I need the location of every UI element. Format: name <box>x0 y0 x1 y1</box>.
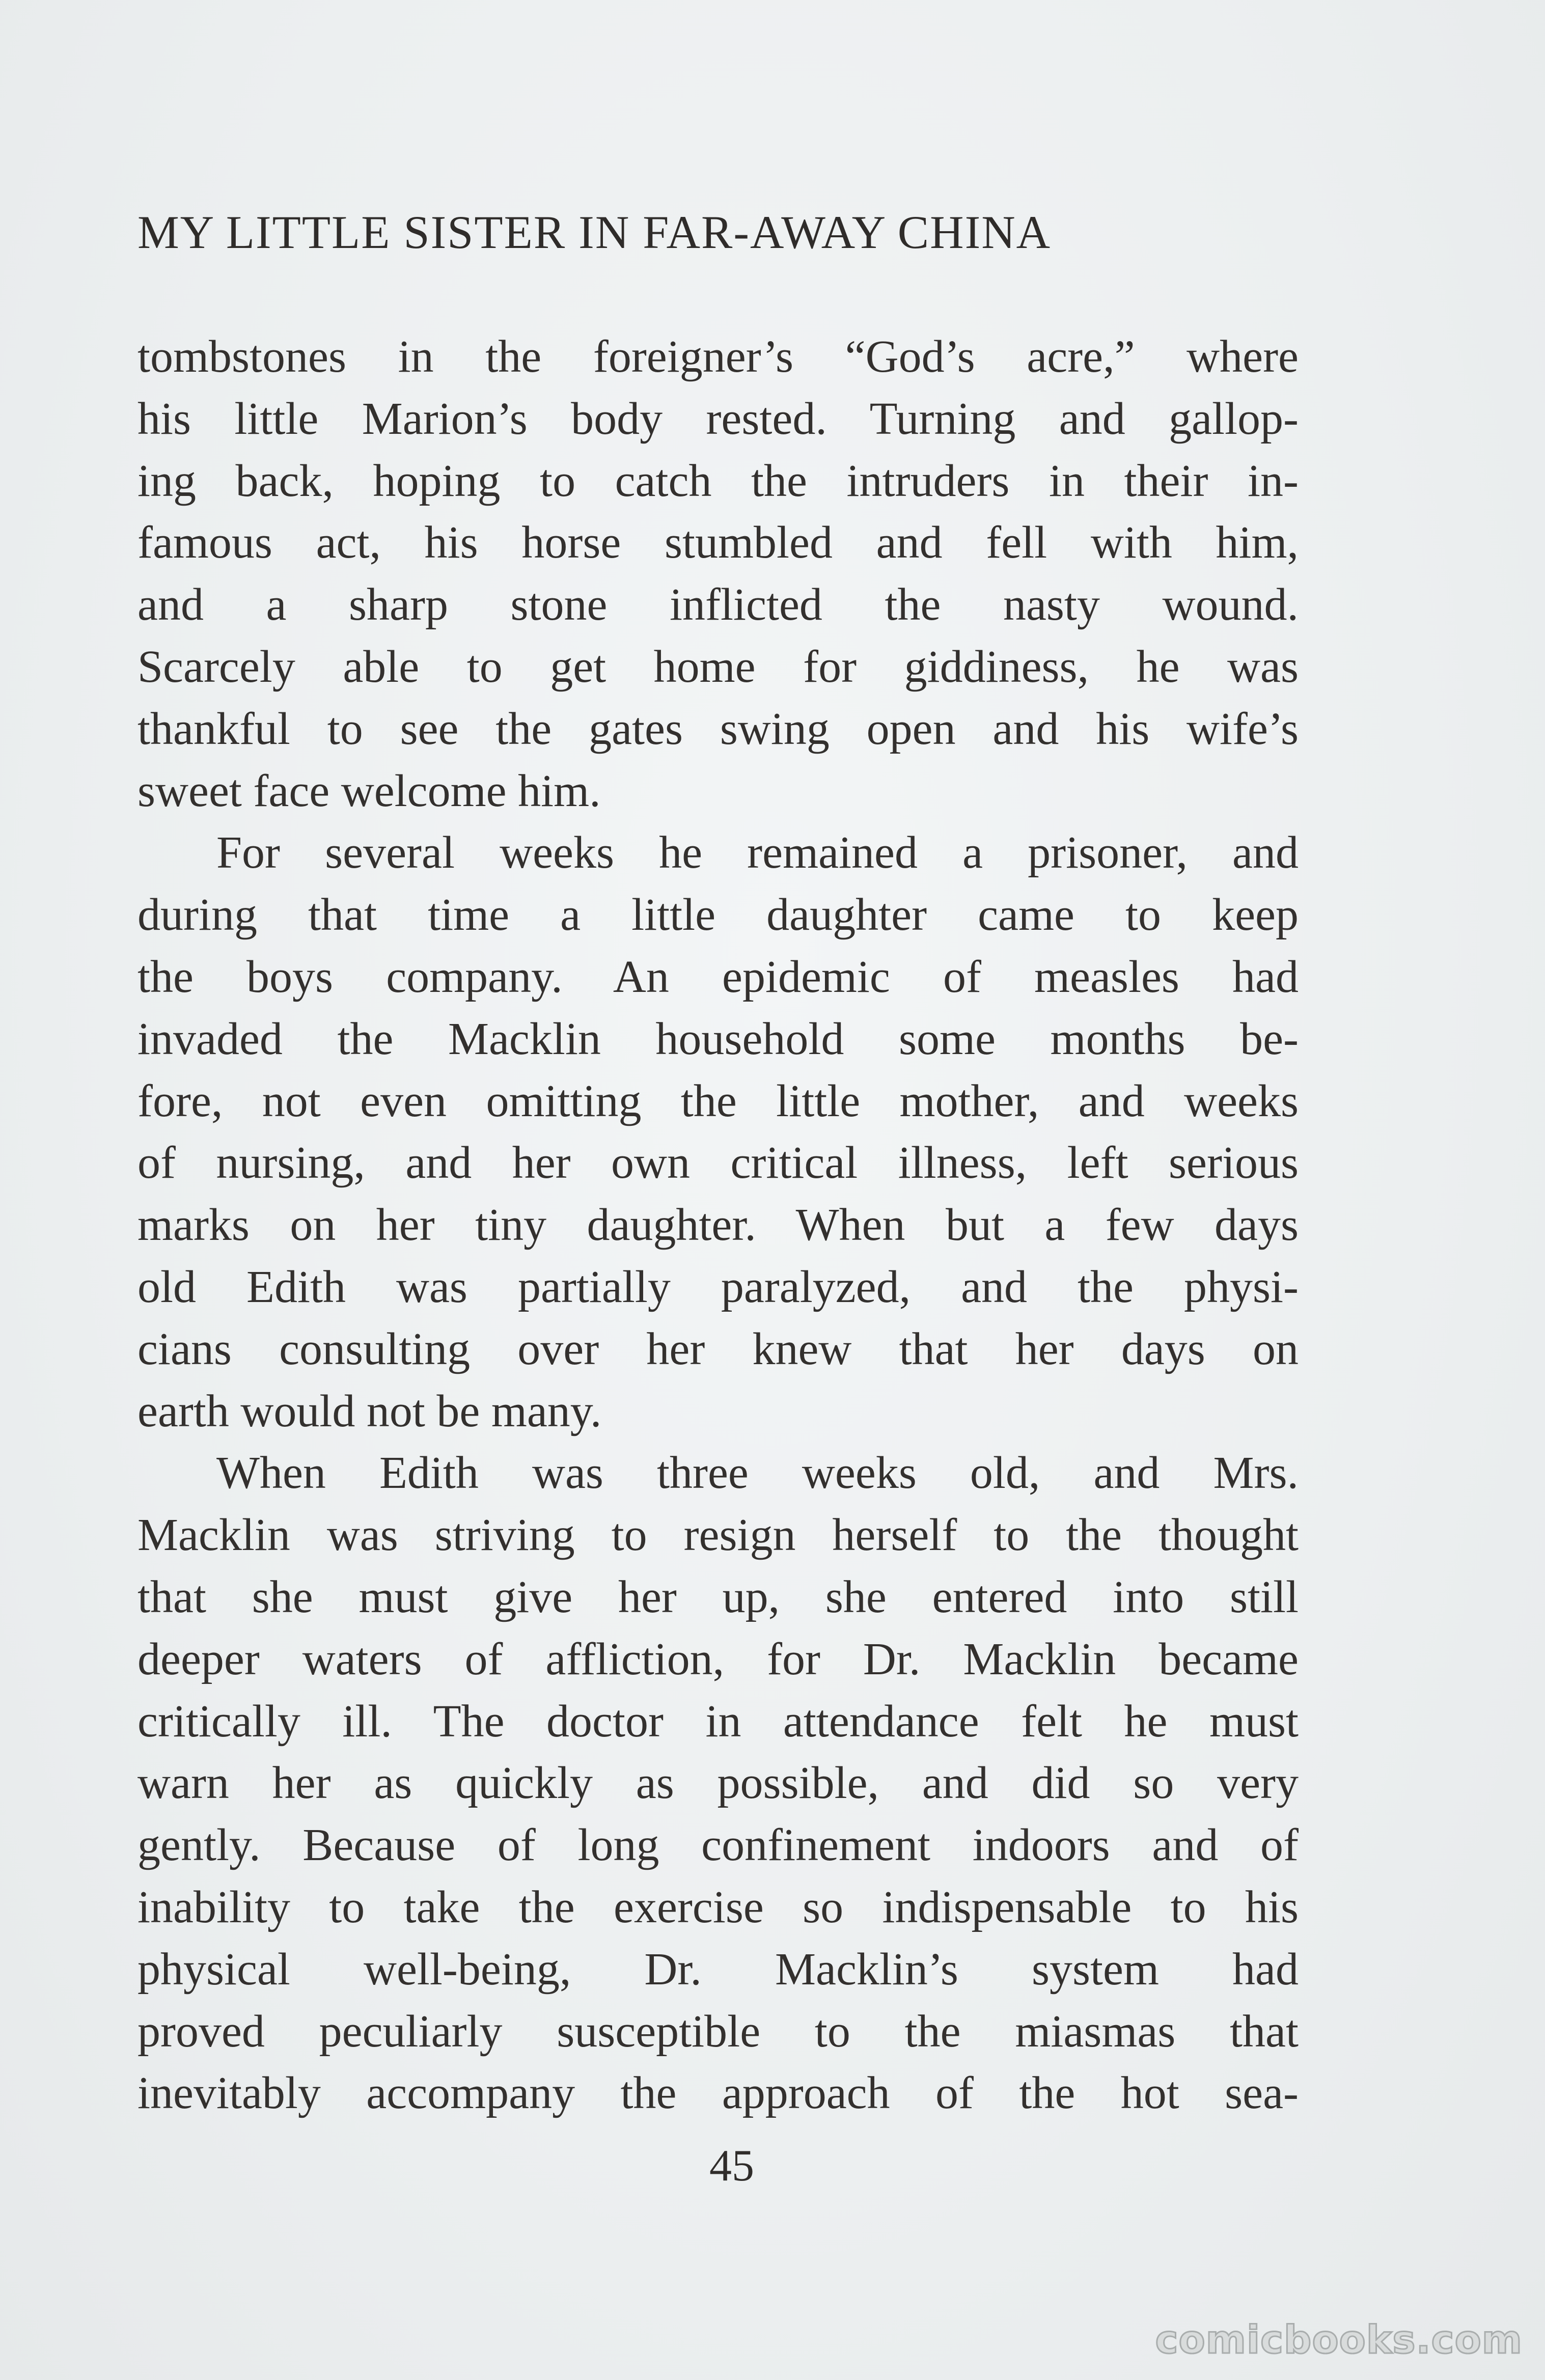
text-line: earth would not be many. <box>137 1386 602 1436</box>
text-line: gently. Because of long confinement indoors and of <box>137 1820 1299 1871</box>
text-line: of nursing, and her own critical illness, left serious <box>137 1138 1299 1188</box>
text-line: tombstones in the foreigner’s “God’s acre,” where <box>137 331 1299 382</box>
text-line: the boys company. An epidemic of measles had <box>137 951 1299 1002</box>
watermark-logo <box>1146 2318 1523 2362</box>
text-line: proved peculiarly susceptible to the miasmas that <box>137 2006 1299 2057</box>
text-line: ing back, hoping to catch the intruders in their in- <box>137 455 1299 506</box>
text-line: and a sharp stone inflicted the nasty wound. <box>137 579 1299 630</box>
text-line: Scarcely able to get home for giddiness, he was <box>137 641 1299 692</box>
body-text <box>137 326 1299 2124</box>
text-line: thankful to see the gates swing open and his wife’s <box>137 703 1299 754</box>
text-line: famous act, his horse stumbled and fell with him, <box>137 517 1299 568</box>
text-line: fore, not even omitting the little mother, and weeks <box>137 1075 1299 1126</box>
page-number: 45 <box>709 2141 754 2191</box>
text-line: When Edith was three weeks old, and Mrs. <box>216 1448 1299 1499</box>
text-line: Macklin was striving to resign herself to the thought <box>137 1510 1299 1561</box>
text-line: warn her as quickly as possible, and did so very <box>137 1758 1299 1809</box>
text-line: invaded the Macklin household some months be- <box>137 1013 1299 1064</box>
text-line: that she must give her up, she entered into still <box>137 1571 1299 1622</box>
text-line: inevitably accompany the approach of the hot sea- <box>137 2068 1299 2119</box>
text-line: sweet face welcome him. <box>137 765 601 816</box>
text-line: critically ill. The doctor in attendance felt he must <box>137 1696 1299 1747</box>
text-line: cians consulting over her knew that her days on <box>137 1323 1299 1374</box>
text-line: physical well-being, Dr. Macklin’s system had <box>137 1944 1299 1995</box>
text-line: marks on her tiny daughter. When but a few days <box>137 1200 1299 1251</box>
watermark-text: comicbooks.com <box>1155 2317 1523 2362</box>
text-line: old Edith was partially paralyzed, and the physi- <box>137 1261 1299 1312</box>
text-line: deeper waters of affliction, for Dr. Macklin became <box>137 1634 1299 1684</box>
running-head: MY LITTLE SISTER IN FAR-AWAY CHINA <box>137 206 1052 258</box>
text-line: his little Marion’s body rested. Turning and gallop- <box>137 393 1299 444</box>
text-line: during that time a little daughter came to keep <box>137 890 1299 940</box>
text-line: inability to take the exercise so indispensable to his <box>137 1881 1299 1932</box>
text-line: For several weeks he remained a prisoner, and <box>216 827 1299 878</box>
